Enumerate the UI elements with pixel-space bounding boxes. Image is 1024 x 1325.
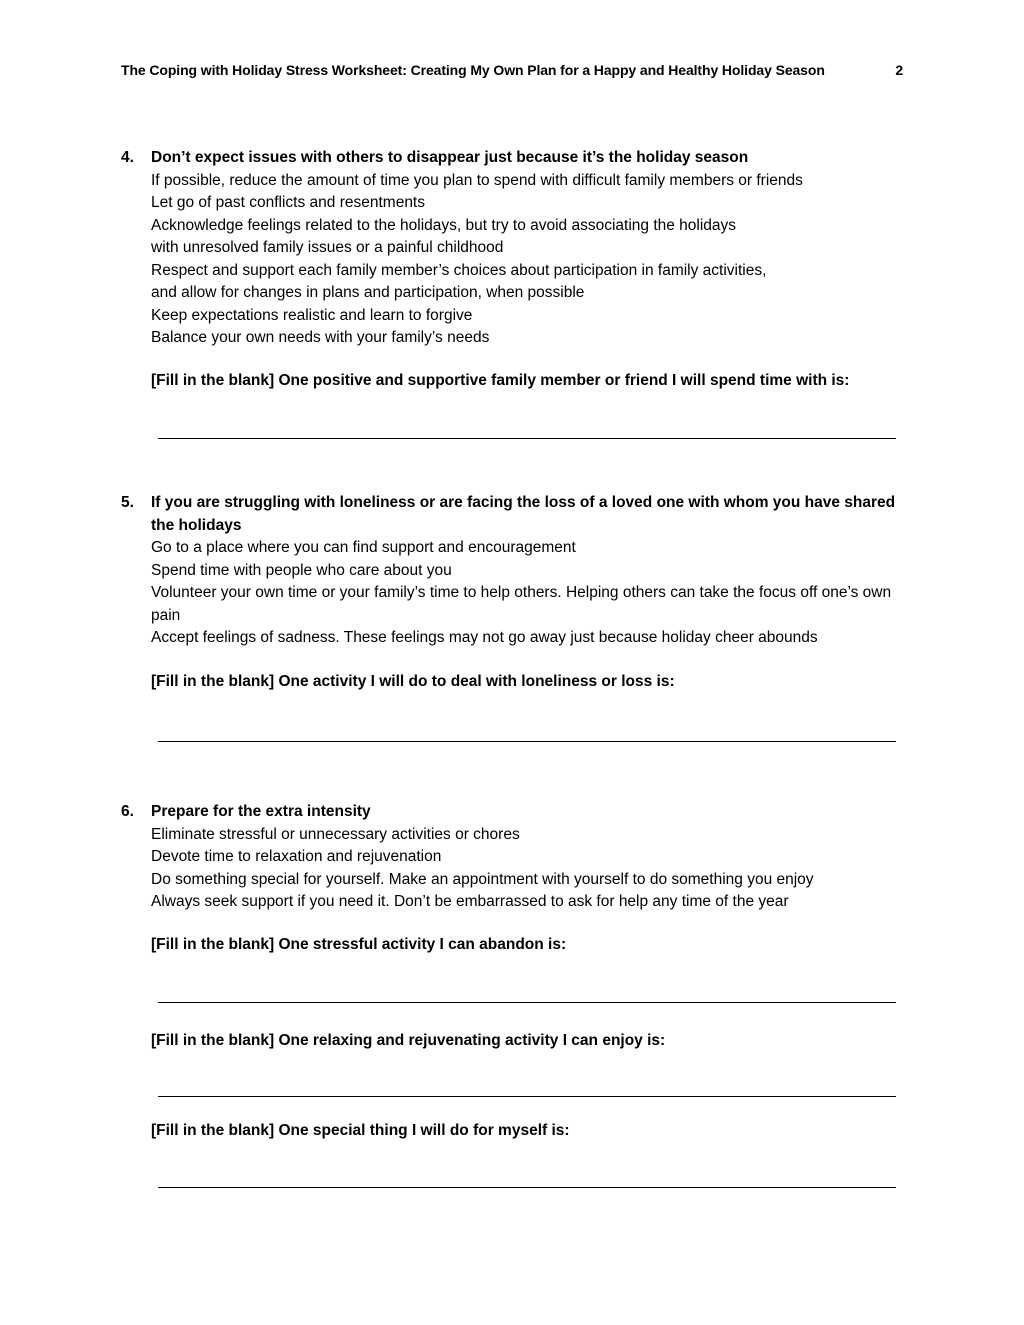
tip-line: Respect and support each family member’s choices about participation in family activities, xyxy=(151,261,767,279)
tip-line: Eliminate stressful or unnecessary activities or chores xyxy=(151,825,520,843)
fill-in-prompt: [Fill in the blank] One special thing I will do for myself is: xyxy=(151,1122,570,1139)
tip-line: Spend time with people who care about you xyxy=(151,561,452,579)
section-4 xyxy=(121,147,911,350)
fill-in-prompt: [Fill in the blank] One stressful activity I can abandon is: xyxy=(151,936,567,953)
tip-line: Do something special for yourself. Make an appointment with yourself to do something you enjoy xyxy=(151,870,814,888)
fill-in-prompt: [Fill in the blank] One relaxing and rejuvenating activity I can enjoy is: xyxy=(151,1032,666,1049)
section-6 xyxy=(121,801,911,914)
tip-line: Always seek support if you need it. Don’t be embarrassed to ask for help any time of the year xyxy=(151,893,789,910)
answer-blank-line[interactable] xyxy=(158,438,896,439)
section-title: If you are struggling with loneliness or are facing the loss of a loved one with whom you have shared the holidays xyxy=(151,494,896,534)
tip-line: If possible, reduce the amount of time you plan to spend with difficult family members or friends xyxy=(151,171,803,189)
tip-line: Go to a place where you can find support and encouragement xyxy=(151,539,576,556)
header-title: The Coping with Holiday Stress Worksheet: Creating My Own Plan for a Happy and Healthy Holiday Season xyxy=(121,62,825,78)
answer-blank-line[interactable] xyxy=(158,741,896,742)
answer-blank-line[interactable] xyxy=(158,1002,896,1003)
section-number: 5. xyxy=(121,494,134,511)
fill-in-prompt: [Fill in the blank] One positive and supportive family member or friend I will spend time with is: xyxy=(151,372,850,389)
tip-line: Acknowledge feelings related to the holidays, but try to avoid associating the holidays xyxy=(151,216,737,234)
tip-line: Let go of past conflicts and resentments xyxy=(151,194,425,211)
tip-line: Accept feelings of sadness. These feelings may not go away just because holiday cheer abounds xyxy=(151,629,818,646)
section-5 xyxy=(121,492,911,650)
fill-in-prompt: [Fill in the blank] One activity I will do to deal with loneliness or loss is: xyxy=(151,673,675,690)
answer-blank-line[interactable] xyxy=(158,1096,896,1097)
page-number: 2 xyxy=(895,62,903,78)
section-number: 6. xyxy=(121,803,134,820)
tip-line: Volunteer your own time or your family’s time to help others. Helping others can take the focus off one’s own pain xyxy=(151,584,892,624)
tip-line: Keep expectations realistic and learn to forgive xyxy=(151,306,473,324)
tip-line: with unresolved family issues or a painful childhood xyxy=(151,239,504,256)
tip-line: and allow for changes in plans and participation, when possible xyxy=(151,284,585,301)
tip-line: Balance your own needs with your family’s needs xyxy=(151,329,490,346)
page-header xyxy=(121,62,905,78)
answer-blank-line[interactable] xyxy=(158,1187,896,1188)
tip-line: Devote time to relaxation and rejuvenation xyxy=(151,848,442,865)
section-number: 4. xyxy=(121,149,134,166)
section-title: Prepare for the extra intensity xyxy=(151,803,371,820)
section-title: Don’t expect issues with others to disappear just because it’s the holiday season xyxy=(151,149,749,166)
